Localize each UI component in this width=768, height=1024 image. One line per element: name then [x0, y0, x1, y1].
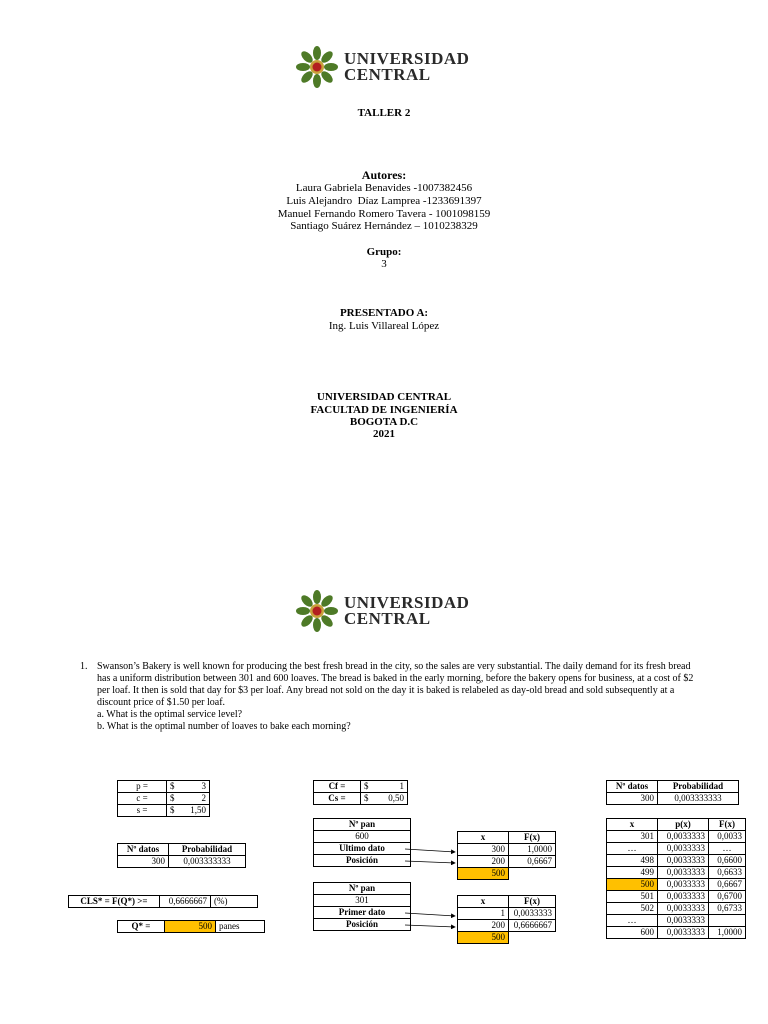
result-value: 500	[458, 868, 509, 880]
n-datos-table-left	[117, 843, 246, 868]
px-value: 0,0033333	[658, 843, 709, 855]
logo-line1: UNIVERSIDAD	[344, 592, 470, 612]
param-currency: $	[167, 805, 182, 817]
document-title: TALLER 2	[357, 107, 411, 119]
n-pan-header: Nº pan	[314, 819, 411, 831]
x-value: 502	[607, 903, 658, 915]
fx-header: F(x)	[509, 832, 556, 844]
posicion-label: Posición	[314, 919, 411, 931]
n-pan-table-upper	[313, 818, 411, 867]
n-pan-value: 301	[314, 895, 411, 907]
distribution-row	[607, 855, 746, 867]
problem-text: Swanson’s Bakery is well known for producing the best fresh bread in the city, so the sales are very substantial. The daily demand for its fresh bread has a uniform distribution between 301 and 600 loaves. The bread is baked in the early morning, before the bakery opens for business, at a cost of $2 per loaf. It then is sold that day for $3 per loaf. Any bread not sold on the day it is baked is relabeled as day-old bread and sold subsequently at a discount price of $1.50 per loaf.	[97, 661, 694, 708]
param-row-c	[118, 793, 210, 805]
px-value: 0,0033333	[658, 855, 709, 867]
x-header: x	[458, 896, 509, 908]
logo-line2: CENTRAL	[344, 65, 431, 84]
author-3: Manuel Fernando Romero Tavera - 1001098159	[277, 208, 491, 220]
arrow-ultimo-dato	[405, 849, 455, 852]
param-label: p =	[118, 781, 167, 793]
university-logo	[296, 46, 469, 88]
x-value: 200	[458, 856, 509, 868]
x-value: 600	[607, 927, 658, 939]
cost-value: 0,50	[375, 793, 408, 805]
posicion-label: Posición	[314, 855, 411, 867]
px-header: p(x)	[658, 819, 709, 831]
fx-value: 0,6600	[709, 855, 746, 867]
probabilidad-value: 0,003333333	[658, 793, 739, 805]
px-value: 0,0033333	[658, 903, 709, 915]
problem-statement	[97, 661, 697, 733]
x-value: …	[607, 843, 658, 855]
fx-value: 0,0033333	[509, 908, 556, 920]
qstar-value: 500	[165, 921, 216, 933]
x-value: 499	[607, 867, 658, 879]
presented-to: Ing. Luis Villareal López	[328, 320, 440, 332]
cost-table	[313, 780, 408, 805]
result-value: 500	[458, 932, 509, 944]
logo-line2: CENTRAL	[344, 609, 431, 628]
cost-currency: $	[361, 781, 376, 793]
distribution-row	[607, 843, 746, 855]
px-value: 0,0033333	[658, 915, 709, 927]
n-datos-table-right	[606, 780, 739, 805]
cls-table	[68, 895, 258, 908]
n-datos-value: 300	[607, 793, 658, 805]
flower-emblem-icon	[296, 590, 338, 632]
mapping-arrows	[405, 840, 461, 930]
group-heading: Grupo:	[366, 246, 402, 258]
primer-dato-label: Primer dato	[314, 907, 411, 919]
fx-header: F(x)	[509, 896, 556, 908]
cost-label: Cs =	[314, 793, 361, 805]
cls-unit: (%)	[211, 896, 258, 908]
institution-year: 2021	[373, 428, 395, 440]
x-value: 300	[458, 844, 509, 856]
x-value: 500	[607, 879, 658, 891]
param-currency: $	[167, 781, 182, 793]
fx-value: 0,6667	[509, 856, 556, 868]
author-1: Laura Gabriela Benavides -1007382456	[295, 182, 473, 194]
fx-value: 1,0000	[709, 927, 746, 939]
author-4: Santiago Suárez Hernández – 1010238329	[290, 220, 478, 232]
logo-line1: UNIVERSIDAD	[344, 48, 470, 68]
group-number: 3	[381, 258, 387, 270]
param-row-p	[118, 781, 210, 793]
fx-value	[709, 915, 746, 927]
cost-value: 1	[375, 781, 408, 793]
probabilidad-header: Probabilidad	[658, 781, 739, 793]
x-value: 498	[607, 855, 658, 867]
param-row-s	[118, 805, 210, 817]
px-value: 0,0033333	[658, 891, 709, 903]
arrow-posicion-lower	[405, 925, 455, 927]
cls-label: CLS* = F(Q*) >=	[69, 896, 160, 908]
flower-emblem-icon	[296, 46, 338, 88]
x-value: 301	[607, 831, 658, 843]
distribution-row	[607, 867, 746, 879]
qstar-table	[117, 920, 265, 933]
presented-heading: PRESENTADO A:	[339, 307, 429, 319]
distribution-header-row	[607, 819, 746, 831]
qstar-unit: panes	[216, 921, 265, 933]
n-pan-value: 600	[314, 831, 411, 843]
x-value: 200	[458, 920, 509, 932]
fx-table-upper	[457, 831, 556, 880]
distribution-row	[607, 903, 746, 915]
price-parameters-table	[117, 780, 210, 817]
distribution-row	[607, 891, 746, 903]
arrow-posicion-upper	[405, 861, 455, 863]
arrow-primer-dato	[405, 913, 455, 916]
fx-value: 0,0033	[709, 831, 746, 843]
x-value: …	[607, 915, 658, 927]
x-value: 1	[458, 908, 509, 920]
param-label: c =	[118, 793, 167, 805]
university-logo-page2	[296, 590, 469, 632]
distribution-row	[607, 831, 746, 843]
distribution-row	[607, 879, 746, 891]
distribution-row	[607, 915, 746, 927]
param-value: 1,50	[181, 805, 210, 817]
fx-value: 1,0000	[509, 844, 556, 856]
distribution-row	[607, 927, 746, 939]
n-pan-table-lower	[313, 882, 411, 931]
cost-row-cf	[314, 781, 408, 793]
n-datos-value: 300	[118, 856, 169, 868]
fx-value: 0,6733	[709, 903, 746, 915]
institution-line2: FACULTAD DE INGENIERÍA	[310, 404, 458, 416]
institution-line1: UNIVERSIDAD CENTRAL	[316, 391, 452, 403]
x-value: 501	[607, 891, 658, 903]
px-value: 0,0033333	[658, 867, 709, 879]
fx-header: F(x)	[709, 819, 746, 831]
param-value: 2	[181, 793, 210, 805]
px-value: 0,0033333	[658, 879, 709, 891]
param-value: 3	[181, 781, 210, 793]
ultimo-dato-label: Ultimo dato	[314, 843, 411, 855]
px-value: 0,0033333	[658, 831, 709, 843]
fx-table-lower	[457, 895, 556, 944]
probabilidad-value: 0,003333333	[169, 856, 246, 868]
qstar-label: Q* =	[118, 921, 165, 933]
param-currency: $	[167, 793, 182, 805]
probabilidad-header: Probabilidad	[169, 844, 246, 856]
n-datos-header: Nº datos	[607, 781, 658, 793]
fx-value: 0,6700	[709, 891, 746, 903]
cost-row-cs	[314, 793, 408, 805]
fx-value: …	[709, 843, 746, 855]
n-pan-header: Nº pan	[314, 883, 411, 895]
n-datos-header: Nº datos	[118, 844, 169, 856]
problem-number: 1.	[80, 661, 88, 672]
distribution-table	[606, 818, 746, 939]
x-header: x	[458, 832, 509, 844]
cost-currency: $	[361, 793, 376, 805]
x-header: x	[607, 819, 658, 831]
fx-value: 0,6633	[709, 867, 746, 879]
institution-line3: BOGOTA D.C	[349, 416, 419, 428]
px-value: 0,0033333	[658, 927, 709, 939]
param-label: s =	[118, 805, 167, 817]
fx-value: 0,6667	[709, 879, 746, 891]
cls-value: 0,6666667	[160, 896, 211, 908]
question-a: a. What is the optimal service level?	[97, 709, 243, 720]
authors-heading: Autores:	[361, 168, 407, 182]
question-b: b. What is the optimal number of loaves to bake each morning?	[97, 721, 351, 732]
cost-label: Cf =	[314, 781, 361, 793]
fx-value: 0,6666667	[509, 920, 556, 932]
author-2: Luis Alejandro Díaz Lamprea -1233691397	[286, 195, 482, 207]
